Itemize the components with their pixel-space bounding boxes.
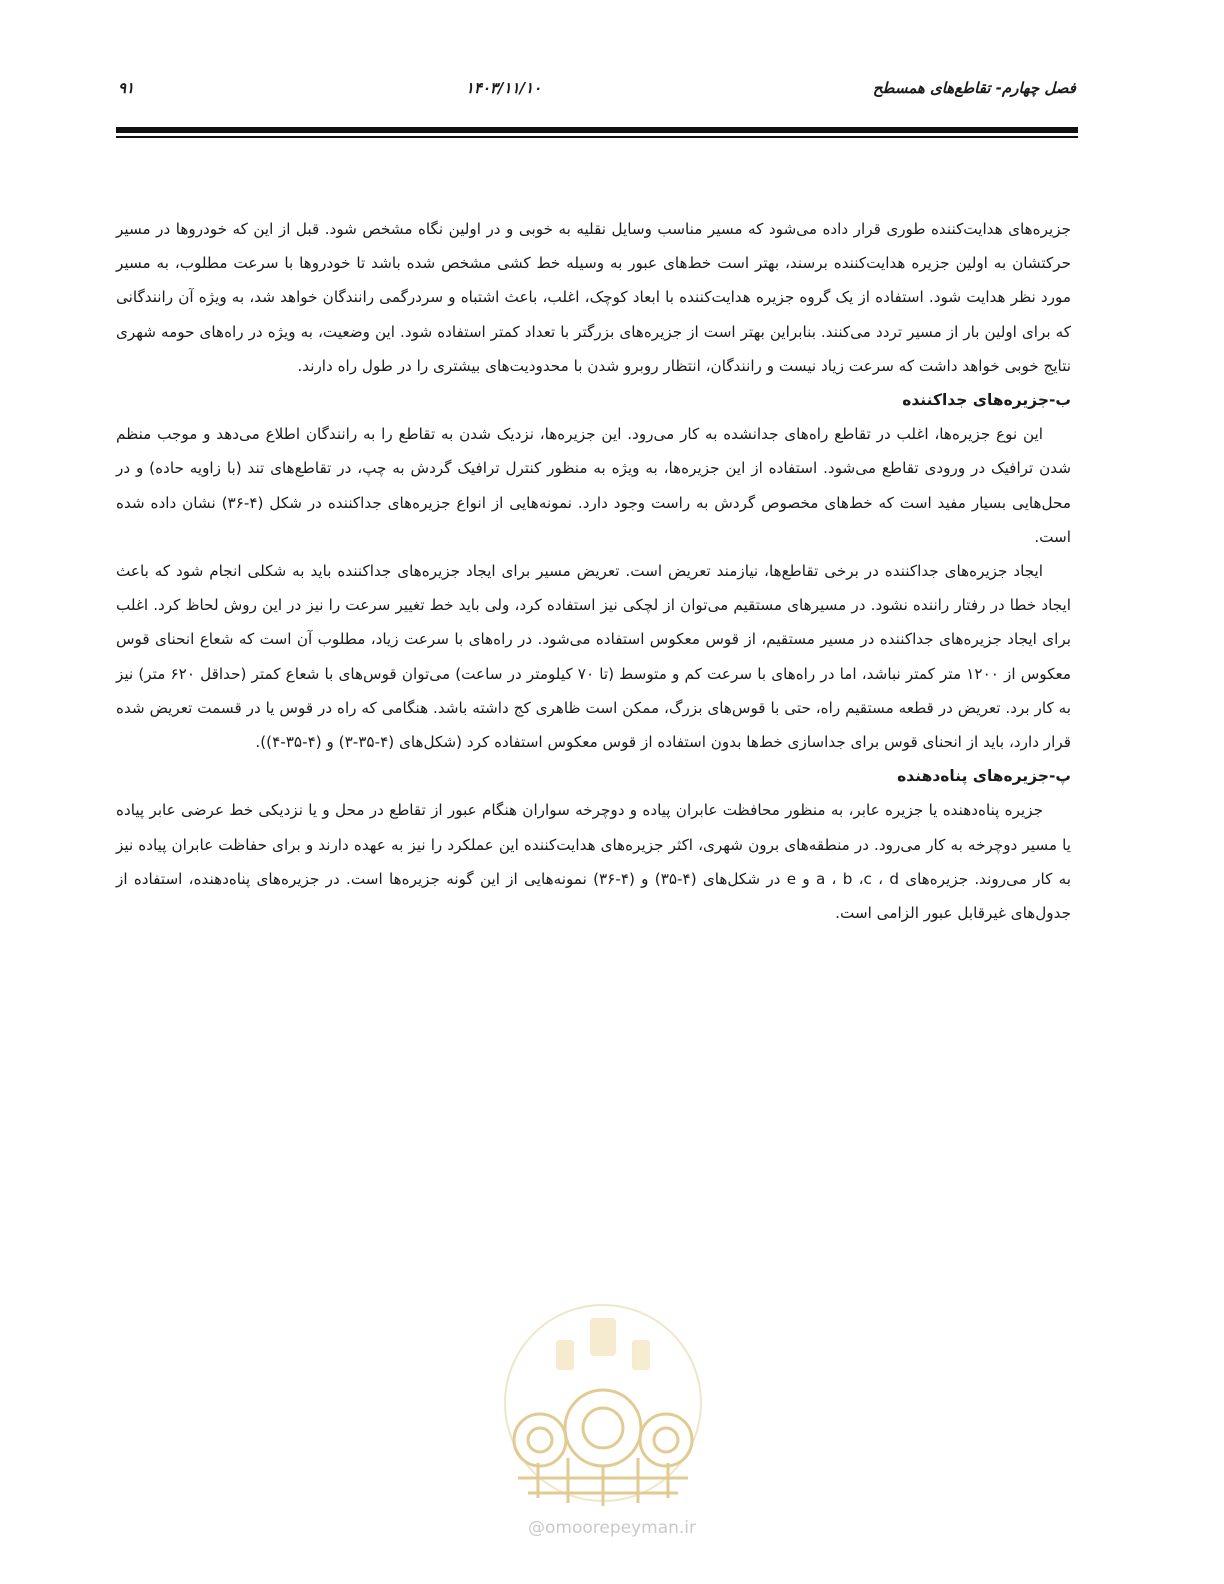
heading-divider-islands: ب-جزیره‌های جداکننده <box>902 391 1071 410</box>
paragraph-refuge-islands: جزیره پناه‌دهنده یا جزیره عابر، به منظور محافظت عابران پیاده و دوچرخه سواران هنگام عبور از تقاطع در محل و یا نزدیکی خط عرضی عابر پیاده یا مسیر دوچرخه به کار می‌رود. در منطقه‌های برون شهری، اکثر جزیره‌های هدایت‌کننده این عملکرد را نیز به عهده دارند و برای حفاظت عابران پیاده نیز به کار می‌روند. جزیره‌های a ، b ،c ، d و e در شکل‌های (۴-۳۵) و (۴-۳۶) نمونه‌هایی از این گونه جزیره‌ها است. در جزیره‌های پناه‌دهنده، استفاده از جدول‌های غیرقابل عبور الزامی است. <box>116 801 1071 923</box>
heading-refuge-islands: پ-جزیره‌های پناه‌دهنده <box>897 767 1071 786</box>
page-number: ۹۱ <box>118 79 135 97</box>
header-rule-thick <box>116 127 1078 133</box>
header-date: ۱۴۰۳/۱۱/۱۰ <box>465 79 542 97</box>
watermark-site: @omoorepeyman.ir <box>527 1518 697 1538</box>
page-body <box>116 212 1071 930</box>
watermark-logo <box>478 1298 728 1513</box>
header-rule-thin <box>116 136 1078 138</box>
chapter-title: فصل چهارم- تقاطع‌های همسطح <box>872 79 1076 97</box>
paragraph-guide-islands: جزیره‌های هدایت‌کننده طوری قرار داده می‌شود که مسیر مناسب وسایل نقلیه به خوبی و در اولین نگاه مشخص شود. قبل از این که خودروها در مسیر حرکتشان به اولین جزیره هدایت‌کننده برسند، بهتر است خط‌های عبور به وسیله خط کشی مشخص شده باشد تا خودروها با سرعت مطلوب، به مسیر مورد نظر هدایت شود. استفاده از یک گروه جزیره هدایت‌کننده با ابعاد کوچک، اغلب، باعث اشتباه و سردرگمی رانندگان خواهد شد، به ویژه آن رانندگانی که برای اولین بار از مسیر تردد می‌کنند. بنابراین بهتر است از جزیره‌های بزرگتر با تعداد کمتر استفاده شود. این وضعیت، به ویژه در راه‌های حومه شهری نتایج خوبی خواهد داشت که سرعت زیاد نیست و رانندگان، انتظار روبرو شدن با محدودیت‌های بیشتری را در طول راه دارند. <box>116 220 1071 375</box>
page-header <box>118 74 1076 102</box>
paragraph-divider-islands: این نوع جزیره‌ها، اغلب در تقاطع راه‌های جدانشده به کار می‌رود. این جزیره‌ها، نزدیک شدن به تقاطع را به رانندگان اطلاع می‌دهد و موجب منظم شدن ترافیک در ورودی تقاطع می‌شود. استفاده از این جزیره‌ها، به ویژه به منظور کنترل ترافیک گردش به چپ، در تقاطع‌های تند (با زاویه حاده) و در محل‌هایی بسیار مفید است که خط‌های مخصوص گردش به راست وجود دارد. نمونه‌هایی از انواع جزیره‌های جداکننده در شکل (۴-۳۶) نشان داده شده است. <box>116 425 1071 546</box>
paragraph-widening: ایجاد جزیره‌های جداکننده در برخی تقاطع‌ها، نیازمند تعریض است. تعریض مسیر برای ایجاد جزیره‌های جداکننده باید به شکلی انجام شود که باعث ایجاد خطا در رفتار راننده نشود. در مسیرهای مستقیم می‌توان از لچکی نیز استفاده کرد، ولی باید خط تغییر سرعت را نیز در این روش لحاظ کرد. اغلب برای ایجاد جزیره‌های جداکننده در مسیر مستقیم، از قوس معکوس استفاده می‌شود. در راه‌های با سرعت زیاد، مطلوب آن است که شعاع انحنای قوس معکوس از ۱۲۰۰ متر کمتر نباشد، اما در راه‌های با سرعت کم و متوسط (تا ۷۰ کیلومتر در ساعت) می‌توان قوس‌های با شعاع کمتر (حداقل ۶۲۰ متر) نیز به کار برد. تعریض در قطعه مستقیم راه، حتی با قوس‌های بزرگ، ممکن است ظاهری کج داشته باشد. هنگامی که راه در قوس یا در قسمت تعریض شده قرار دارد، باید از انحنای قوس برای جداسازی خط‌ها بدون استفاده از قوس معکوس استفاده کرد (شکل‌های (۴-۳۵-۳) و (۴-۳۵-۴)). <box>116 562 1071 752</box>
